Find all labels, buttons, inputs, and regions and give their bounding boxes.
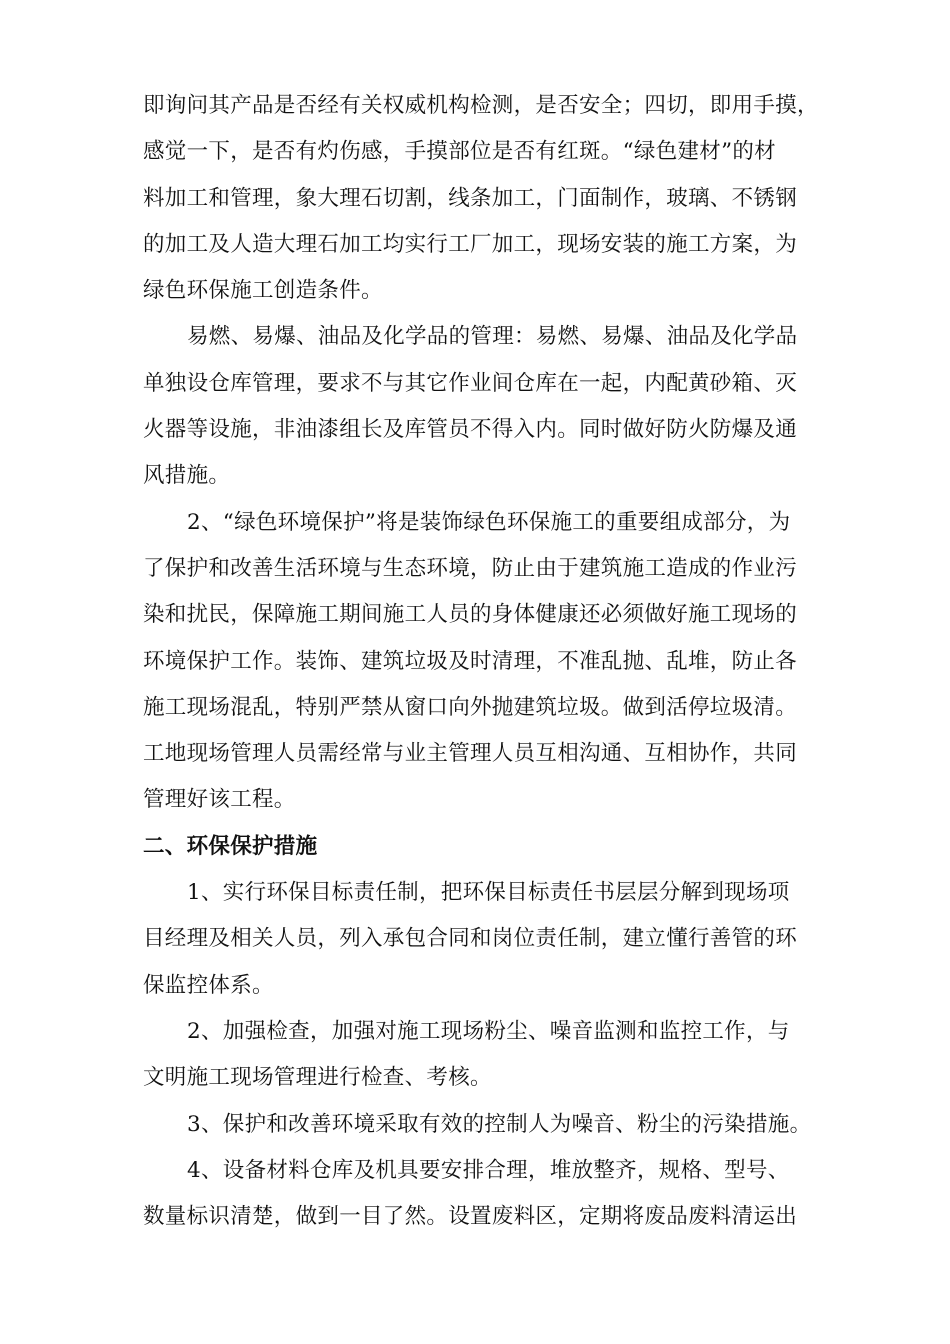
text-line: 工地现场管理人员需经常与业主管理人员互相沟通、互相协作，共同 bbox=[143, 741, 798, 767]
text-line: 染和扰民，保障施工期间施工人员的身体健康还必须做好施工现场的 bbox=[143, 602, 798, 628]
section-heading: 二、环保保护措施 bbox=[143, 833, 318, 859]
paragraph-first-line: 易燃、易爆、油品及化学品的管理：易燃、易爆、油品及化学品 bbox=[187, 324, 798, 350]
paragraph-first-line: 2、“绿色环境保护”将是装饰绿色环保施工的重要组成部分，为 bbox=[187, 509, 791, 535]
text-line: 环境保护工作。装饰、建筑垃圾及时清理，不准乱抛、乱堆，防止各 bbox=[143, 648, 798, 674]
paragraph-first-line: 1、实行环保目标责任制，把环保目标责任书层层分解到现场项 bbox=[187, 880, 790, 906]
text-line: 文明施工现场管理进行检查、考核。 bbox=[143, 1065, 492, 1091]
text-line: 保监控体系。 bbox=[143, 972, 274, 998]
text-line: 数量标识清楚，做到一目了然。设置废料区，定期将废品废料清运出 bbox=[143, 1204, 798, 1230]
text-line: 料加工和管理，象大理石切割，线条加工，门面制作，玻璃、不锈钢 bbox=[143, 185, 798, 211]
text-line: 单独设仓库管理，要求不与其它作业间仓库在一起，内配黄砂箱、灭 bbox=[143, 370, 798, 396]
paragraph-first-line: 3、保护和改善环境采取有效的控制人为噪音、粉尘的污染措施。 bbox=[187, 1111, 812, 1137]
paragraph-first-line: 2、加强检查，加强对施工现场粉尘、噪音监测和监控工作，与 bbox=[187, 1018, 790, 1044]
text-line: 火器等设施，非油漆组长及库管员不得入内。同时做好防火防爆及通 bbox=[143, 417, 798, 443]
text-line: 目经理及相关人员，列入承包合同和岗位责任制，建立懂行善管的环 bbox=[143, 926, 798, 952]
text-line: 的加工及人造大理石加工均实行工厂加工，现场安装的施工方案，为 bbox=[143, 231, 798, 257]
text-line: 绿色环保施工创造条件。 bbox=[143, 278, 383, 304]
text-line: 即询问其产品是否经有关权威机构检测，是否安全；四切，即用手摸， bbox=[143, 93, 819, 118]
text-line: 风措施。 bbox=[143, 463, 231, 489]
paragraph-first-line: 4、设备材料仓库及机具要安排合理，堆放整齐，规格、型号、 bbox=[187, 1157, 790, 1183]
text-line: 管理好该工程。 bbox=[143, 787, 296, 813]
text-line: 了保护和改善生活环境与生态环境，防止由于建筑施工造成的作业污 bbox=[143, 555, 798, 581]
text-line: 施工现场混乱，特别严禁从窗口向外抛建筑垃圾。做到活停垃圾清。 bbox=[143, 694, 798, 720]
document-body bbox=[143, 83, 823, 1240]
text-line: 感觉一下，是否有灼伤感，手摸部位是否有红斑。“绿色建材”的材 bbox=[143, 139, 776, 165]
